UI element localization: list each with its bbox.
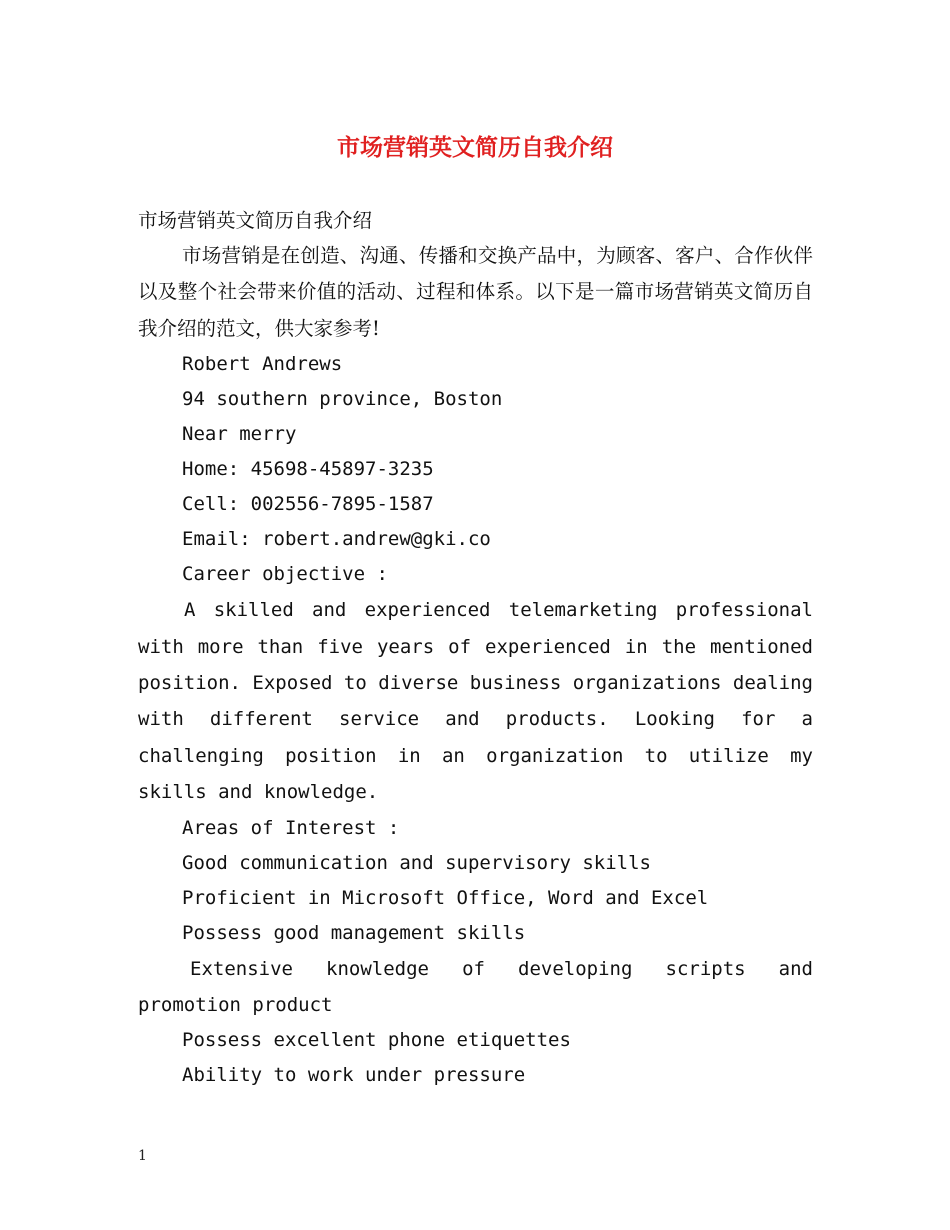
document-title: 市场营销英文简历自我介绍 <box>337 134 613 161</box>
list-item: Ability to work under pressure <box>182 1064 526 1087</box>
intro-paragraph: 市场营销是在创造、沟通、传播和交换产品中，为顾客、客户、合作伙伴以及整个社会带来价值的活动、过程和体系。以下是一篇市场营销英文简历自我介绍的范文，供大家参考! <box>138 244 813 340</box>
document-body <box>138 203 813 1093</box>
page-number: 1 <box>138 1148 147 1164</box>
career-objective-text: A skilled and experienced telemarketing professional with more than five years of experienced in the mentioned position. Exposed to diverse business organizations dealing with different service and products. Looking for a challenging position in an organization to utilize my skills and knowledge. <box>138 599 813 804</box>
resume-home-phone: Home: 45698-45897-3235 <box>182 458 434 481</box>
resume-cell-phone: Cell: 002556-7895-1587 <box>182 493 434 516</box>
list-item: Possess good management skills <box>182 921 526 944</box>
resume-email: Email: robert.andrew@gki.co <box>182 528 491 551</box>
list-item: Extensive knowledge of developing scripts and promotion product <box>138 957 813 1017</box>
list-item: Possess excellent phone etiquettes <box>182 1029 571 1052</box>
areas-of-interest-heading: Areas of Interest : <box>182 816 400 839</box>
resume-name: Robert Andrews <box>182 353 343 376</box>
career-objective-heading: Career objective : <box>182 563 388 586</box>
section-subtitle: 市场营销英文简历自我介绍 <box>138 209 373 232</box>
list-item: Proficient in Microsoft Office, Word and Excel <box>182 886 709 909</box>
list-item: Good communication and supervisory skills <box>182 851 651 874</box>
resume-near: Near merry <box>182 423 297 446</box>
resume-address: 94 southern province, Boston <box>182 388 503 411</box>
